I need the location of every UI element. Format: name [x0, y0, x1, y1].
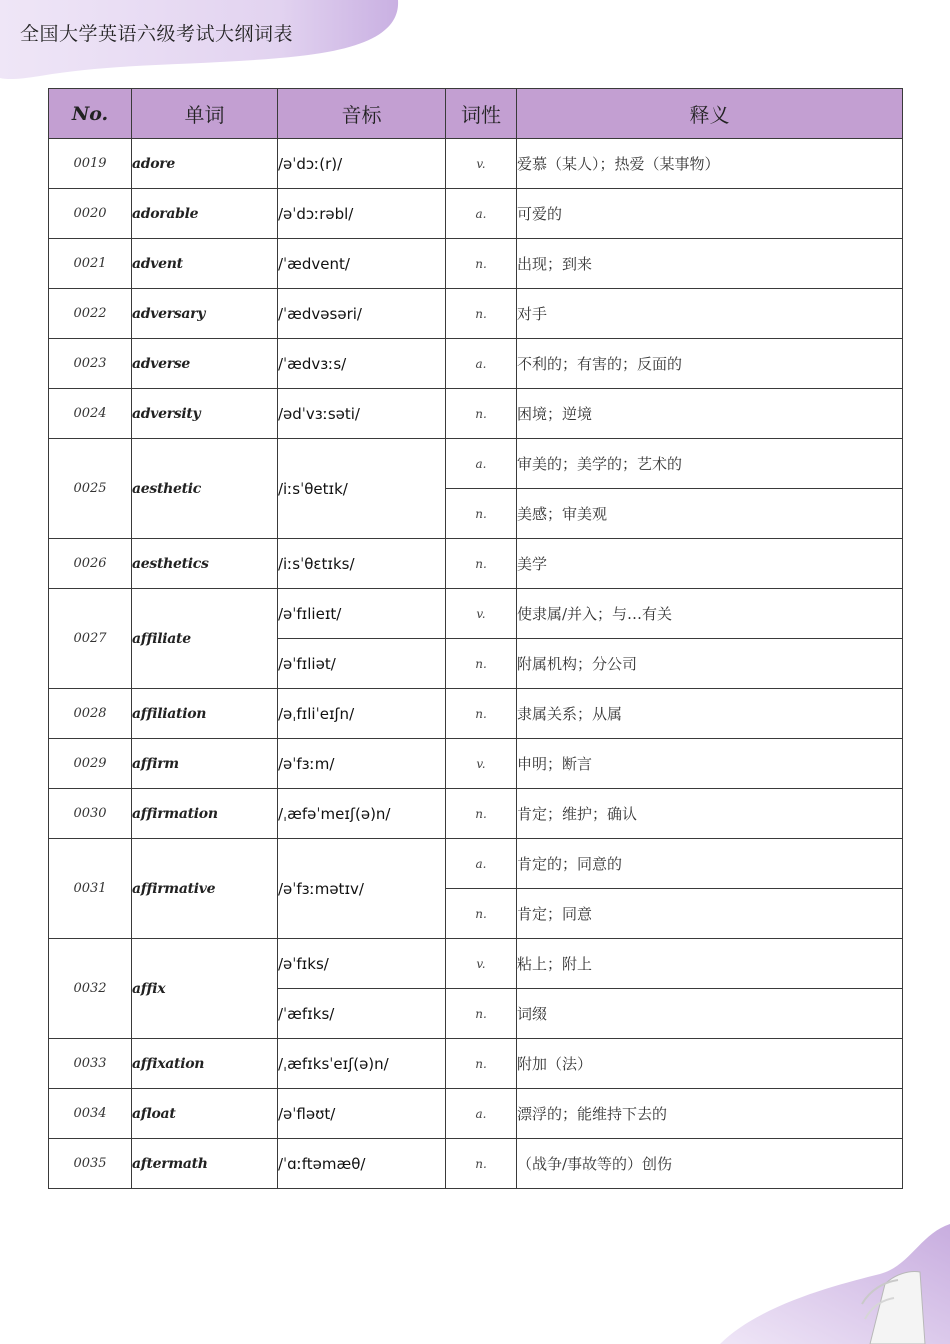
entry-part-of-speech: a.: [446, 839, 517, 889]
header-pos: 词性: [446, 89, 517, 139]
entry-part-of-speech: a.: [446, 189, 517, 239]
entry-part-of-speech: n.: [446, 239, 517, 289]
entry-number: 0027: [49, 589, 132, 689]
entry-number: 0023: [49, 339, 132, 389]
header-word: 单词: [132, 89, 278, 139]
entry-phonetic: /əˈfɪlieɪt/: [278, 589, 446, 639]
entry-word: aesthetics: [132, 539, 278, 589]
entry-phonetic: /əˈfləʊt/: [278, 1089, 446, 1139]
entry-word: afloat: [132, 1089, 278, 1139]
entry-part-of-speech: n.: [446, 639, 517, 689]
table-row: [49, 1139, 903, 1189]
entry-phonetic: /ˈædvəsəri/: [278, 289, 446, 339]
entry-part-of-speech: v.: [446, 139, 517, 189]
table-row: [49, 339, 903, 389]
entry-word: aesthetic: [132, 439, 278, 539]
table-row: [49, 1089, 903, 1139]
entry-definition: 不利的；有害的；反面的: [517, 339, 903, 389]
entry-definition: 粘上；附上: [517, 939, 903, 989]
entry-part-of-speech: n.: [446, 289, 517, 339]
entry-definition: 漂浮的；能维持下去的: [517, 1089, 903, 1139]
entry-word: affirm: [132, 739, 278, 789]
entry-definition: 隶属关系；从属: [517, 689, 903, 739]
entry-word: adorable: [132, 189, 278, 239]
table-row: [49, 589, 903, 639]
entry-definition: 申明；断言: [517, 739, 903, 789]
entry-part-of-speech: v.: [446, 739, 517, 789]
entry-definition: 美感；审美观: [517, 489, 903, 539]
entry-number: 0030: [49, 789, 132, 839]
entry-definition: 爱慕（某人）；热爱（某事物）: [517, 139, 903, 189]
entry-part-of-speech: n.: [446, 1139, 517, 1189]
entry-word: adverse: [132, 339, 278, 389]
entry-phonetic: /əˈfɪliət/: [278, 639, 446, 689]
header-no: No.: [49, 89, 132, 139]
entry-definition: 美学: [517, 539, 903, 589]
entry-phonetic: /ˌæfɪksˈeɪʃ(ə)n/: [278, 1039, 446, 1089]
entry-word: aftermath: [132, 1139, 278, 1189]
entry-number: 0031: [49, 839, 132, 939]
entry-number: 0035: [49, 1139, 132, 1189]
entry-definition: 困境；逆境: [517, 389, 903, 439]
entry-definition: 对手: [517, 289, 903, 339]
table-row: [49, 689, 903, 739]
entry-part-of-speech: a.: [446, 439, 517, 489]
entry-number: 0034: [49, 1089, 132, 1139]
entry-definition: 附属机构；分公司: [517, 639, 903, 689]
entry-number: 0032: [49, 939, 132, 1039]
entry-word: affixation: [132, 1039, 278, 1089]
entry-part-of-speech: n.: [446, 539, 517, 589]
entry-phonetic: /əˈfɪks/: [278, 939, 446, 989]
entry-word: adversity: [132, 389, 278, 439]
entry-definition: 使隶属/并入；与…有关: [517, 589, 903, 639]
entry-definition: （战争/事故等的）创伤: [517, 1139, 903, 1189]
entry-part-of-speech: a.: [446, 339, 517, 389]
table-row: [49, 789, 903, 839]
entry-word: adversary: [132, 289, 278, 339]
entry-number: 0033: [49, 1039, 132, 1089]
table-row: [49, 539, 903, 589]
entry-part-of-speech: n.: [446, 889, 517, 939]
entry-part-of-speech: v.: [446, 939, 517, 989]
entry-part-of-speech: n.: [446, 389, 517, 439]
entry-number: 0020: [49, 189, 132, 239]
entry-definition: 审美的；美学的；艺术的: [517, 439, 903, 489]
header-definition: 释义: [517, 89, 903, 139]
page-curl-decoration: [720, 1224, 950, 1344]
table-row: [49, 939, 903, 989]
entry-phonetic: /ˈɑːftəmæθ/: [278, 1139, 446, 1189]
entry-definition: 出现；到来: [517, 239, 903, 289]
entry-word: affiliation: [132, 689, 278, 739]
entry-number: 0025: [49, 439, 132, 539]
entry-phonetic: /iːsˈθɛtɪks/: [278, 539, 446, 589]
table-header-row: [49, 89, 903, 139]
entry-number: 0029: [49, 739, 132, 789]
entry-phonetic: /ˈæfɪks/: [278, 989, 446, 1039]
entry-part-of-speech: n.: [446, 789, 517, 839]
table-row: [49, 239, 903, 289]
header-phonetic: 音标: [278, 89, 446, 139]
entry-phonetic: /əˈdɔː(r)/: [278, 139, 446, 189]
entry-phonetic: /əˈfɜːmətɪv/: [278, 839, 446, 939]
table-row: [49, 439, 903, 489]
entry-word: advent: [132, 239, 278, 289]
page-title: 全国大学英语六级考试大纲词表: [20, 23, 294, 45]
entry-part-of-speech: n.: [446, 1039, 517, 1089]
entry-definition: 词缀: [517, 989, 903, 1039]
table-row: [49, 139, 903, 189]
table-body: [49, 139, 903, 1189]
entry-word: affix: [132, 939, 278, 1039]
entry-phonetic: /əˌfɪliˈeɪʃn/: [278, 689, 446, 739]
entry-number: 0024: [49, 389, 132, 439]
entry-phonetic: /ˈædvɜːs/: [278, 339, 446, 389]
entry-phonetic: /ˌæfəˈmeɪʃ(ə)n/: [278, 789, 446, 839]
entry-word: affirmation: [132, 789, 278, 839]
vocabulary-table: [48, 88, 903, 1189]
entry-definition: 可爱的: [517, 189, 903, 239]
entry-part-of-speech: a.: [446, 1089, 517, 1139]
entry-phonetic: /əˈdɔːrəbl/: [278, 189, 446, 239]
entry-part-of-speech: n.: [446, 689, 517, 739]
entry-definition: 肯定；维护；确认: [517, 789, 903, 839]
entry-part-of-speech: n.: [446, 489, 517, 539]
table-row: [49, 289, 903, 339]
entry-definition: 附加（法）: [517, 1039, 903, 1089]
entry-phonetic: /əˈfɜːm/: [278, 739, 446, 789]
entry-number: 0026: [49, 539, 132, 589]
entry-number: 0028: [49, 689, 132, 739]
entry-number: 0019: [49, 139, 132, 189]
entry-number: 0022: [49, 289, 132, 339]
entry-word: adore: [132, 139, 278, 189]
entry-number: 0021: [49, 239, 132, 289]
entry-phonetic: /ˈædvent/: [278, 239, 446, 289]
table-row: [49, 739, 903, 789]
table-row: [49, 839, 903, 889]
table-row: [49, 389, 903, 439]
table-row: [49, 189, 903, 239]
entry-word: affirmative: [132, 839, 278, 939]
table-row: [49, 1039, 903, 1089]
entry-definition: 肯定的；同意的: [517, 839, 903, 889]
entry-part-of-speech: n.: [446, 989, 517, 1039]
entry-definition: 肯定；同意: [517, 889, 903, 939]
entry-phonetic: /ədˈvɜːsəti/: [278, 389, 446, 439]
entry-part-of-speech: v.: [446, 589, 517, 639]
entry-word: affiliate: [132, 589, 278, 689]
entry-phonetic: /iːsˈθetɪk/: [278, 439, 446, 539]
